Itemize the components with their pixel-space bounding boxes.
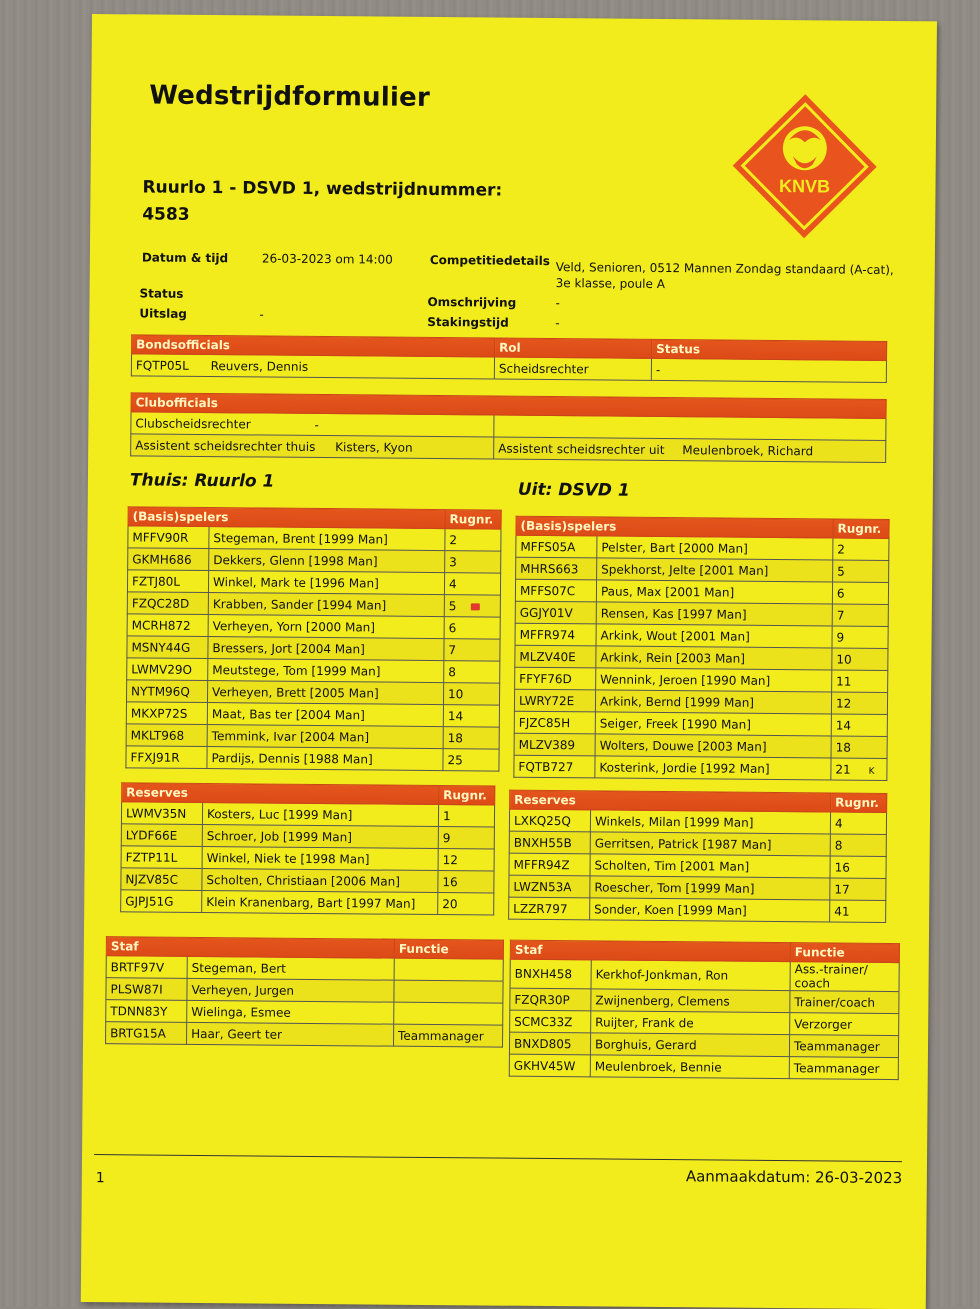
member-code: LWZN53A <box>509 875 590 898</box>
away-reserves-table <box>508 790 887 923</box>
member-code: LWMV29O <box>127 658 208 681</box>
member-name: Verheyen, Yorn [2000 Man] <box>208 615 444 639</box>
member-role <box>394 1002 503 1025</box>
member-role: Teammanager <box>789 1035 898 1058</box>
member-name: Arkink, Bernd [1999 Man] <box>595 690 831 714</box>
member-name: Scholten, Tim [2001 Man] <box>590 854 830 878</box>
member-name: Krabben, Sander [1994 Man] <box>208 593 444 617</box>
shirt-number <box>445 551 501 573</box>
member-code: MFFR974 <box>515 623 596 646</box>
shirt-number-value: 11 <box>836 674 852 689</box>
player-row <box>121 868 494 893</box>
member-code: GKHV45W <box>509 1054 590 1077</box>
player-row <box>127 636 500 661</box>
shirt-number-value: 6 <box>836 586 845 601</box>
member-name: Meutstege, Tom [1999 Man] <box>208 659 444 683</box>
member-name: Borghuis, Gerard <box>590 1033 789 1057</box>
away-staff-table <box>509 940 900 1080</box>
shirt-number-value: 9 <box>836 630 845 645</box>
shirt-number-value: 17 <box>834 882 850 897</box>
player-row <box>127 614 500 639</box>
member-name: Bressers, Jort [2004 Man] <box>208 637 444 661</box>
player-row <box>509 875 886 900</box>
shirt-number <box>445 529 501 551</box>
player-row <box>126 746 499 771</box>
shirt-number <box>444 573 500 595</box>
player-row <box>515 667 888 692</box>
competitie-value-2: 3e klasse, poule A <box>555 276 666 292</box>
home-reserves-table <box>120 782 495 915</box>
shirt-number <box>444 617 500 639</box>
member-name: Wennink, Jeroen [1990 Man] <box>596 668 832 692</box>
player-row <box>121 846 494 871</box>
shirt-number <box>832 626 888 648</box>
shirt-number <box>444 595 500 617</box>
shirt-number <box>832 648 888 670</box>
home-staff-table <box>105 936 504 1047</box>
staking-label: Stakingstijd <box>427 314 509 330</box>
member-name: Rensen, Kas [1997 Man] <box>596 602 832 626</box>
member-name: Winkel, Niek te [1998 Man] <box>202 846 438 870</box>
captain-mark: K <box>868 766 875 777</box>
member-name: Kosters, Luc [1999 Man] <box>202 802 438 826</box>
shirt-number-value: 4 <box>448 576 457 591</box>
member-code: GKMH686 <box>128 548 209 571</box>
member-name: Verheyen, Jurgen <box>187 978 394 1002</box>
player-row <box>514 711 887 736</box>
member-code: BNXH55B <box>509 831 590 854</box>
member-name: Arkink, Rein [2003 Man] <box>596 646 832 670</box>
page-title: Wedstrijdformulier <box>149 80 431 113</box>
uitslag-value: - <box>259 307 264 322</box>
staff-row <box>106 1022 503 1047</box>
away-staff-header: Staf <box>510 940 790 961</box>
member-role: Teammanager <box>394 1024 503 1047</box>
shirt-number-value: 8 <box>448 664 456 679</box>
player-row <box>514 733 887 758</box>
clubofficials-header: Clubofficials <box>131 393 886 419</box>
member-name: Temmink, Ivar [2004 Man] <box>207 725 443 749</box>
shirt-number <box>831 736 887 758</box>
member-code: PLSW87I <box>106 978 187 1001</box>
shirt-number <box>444 661 500 683</box>
shirt-number-value: 1 <box>442 808 451 823</box>
member-code: BRTG15A <box>106 1022 187 1045</box>
member-code: MKLT968 <box>126 724 207 747</box>
shirt-number-value: 41 <box>834 904 850 919</box>
assist-uit-cell <box>494 437 886 462</box>
player-row <box>126 724 499 749</box>
member-code: MFFS07C <box>515 579 596 602</box>
player-row <box>509 853 886 878</box>
shirt-number <box>438 827 494 849</box>
member-code: GGJY01V <box>515 601 596 624</box>
player-row <box>516 557 889 582</box>
shirt-number <box>832 670 888 692</box>
member-code: FZQR30P <box>510 988 591 1011</box>
member-name: Maat, Bas ter [2004 Man] <box>207 703 443 727</box>
member-code: NJZV85C <box>121 868 202 891</box>
player-row <box>121 802 494 827</box>
shirt-number-value: 2 <box>449 532 458 547</box>
player-row <box>126 680 499 705</box>
shirt-number <box>438 849 494 871</box>
home-reserves-rugnr-header: Rugnr. <box>439 786 495 805</box>
member-code: FZTP11L <box>121 846 202 869</box>
member-code: BRTF97V <box>106 956 187 979</box>
member-code: LWMV35N <box>121 802 202 825</box>
shirt-number <box>832 604 888 626</box>
omschrijving-label: Omschrijving <box>427 294 517 310</box>
shirt-number <box>438 893 494 915</box>
member-name: Kerkhof-Jonkman, Ron <box>591 960 790 991</box>
shirt-number-value: 18 <box>835 740 851 755</box>
member-code: BNXH458 <box>510 959 591 989</box>
player-row <box>128 548 501 573</box>
member-name: Pelster, Bart [2000 Man] <box>597 536 833 560</box>
member-code: MCRH872 <box>127 614 208 637</box>
player-row <box>121 824 494 849</box>
shirt-number-value: 25 <box>447 752 463 767</box>
player-row <box>128 526 501 551</box>
member-name: Scholten, Christiaan [2006 Man] <box>202 868 438 892</box>
status-label: Status <box>139 286 184 301</box>
home-players-table <box>125 506 501 771</box>
shirt-number-value: 2 <box>837 542 846 557</box>
member-code: TDNN83Y <box>106 1000 187 1023</box>
member-name: Spekhorst, Jelte [2001 Man] <box>597 558 833 582</box>
member-name: Paus, Max [2001 Man] <box>596 580 832 604</box>
logo-text: KNVB <box>778 176 831 197</box>
member-code: LZZR797 <box>509 897 590 920</box>
clubscheids-label: Clubscheidsrechter <box>135 415 251 431</box>
away-functie-header: Functie <box>790 943 899 963</box>
shirt-number-value: 10 <box>836 652 852 667</box>
shirt-number-value: 18 <box>447 730 464 745</box>
shirt-number <box>831 692 887 714</box>
away-reserves-rugnr-header: Rugnr. <box>831 793 887 812</box>
member-code: MHRS663 <box>516 557 597 580</box>
shirt-number-value: 3 <box>449 554 457 569</box>
player-row <box>509 809 886 834</box>
player-row <box>514 755 887 780</box>
player-row <box>127 592 500 617</box>
away-rugnr-header: Rugnr. <box>833 519 889 538</box>
shirt-number-value: 8 <box>834 838 843 853</box>
home-reserves-header: Reserves <box>122 783 439 805</box>
away-team-title: Uit: DSVD 1 <box>517 479 630 501</box>
member-code: MLZV389 <box>514 733 595 756</box>
member-name: Dekkers, Glenn [1998 Man] <box>209 549 445 573</box>
away-players-header: (Basis)spelers <box>516 516 833 538</box>
member-name: Sonder, Koen [1999 Man] <box>590 898 830 922</box>
bondsofficials-header: Bondsofficials <box>132 335 495 357</box>
official-rol: Scheidsrechter <box>494 357 651 380</box>
shirt-number <box>831 758 887 780</box>
assist-uit-label: Assistent scheidsrechter uit <box>498 441 665 457</box>
member-code: FFXJ91R <box>126 746 207 769</box>
player-row <box>126 702 499 727</box>
shirt-number <box>443 727 499 749</box>
home-functie-header: Functie <box>394 939 503 959</box>
member-code: NYTM96Q <box>126 680 207 703</box>
shirt-number <box>830 812 886 834</box>
shirt-number-value: 5 <box>448 598 457 613</box>
player-row <box>515 601 888 626</box>
member-code: LXKQ25Q <box>509 809 590 832</box>
official-code: FQTP05L <box>135 357 189 373</box>
shirt-number-value: 10 <box>448 686 464 701</box>
member-code: MFFR94Z <box>509 853 590 876</box>
player-row <box>516 535 889 560</box>
shirt-number-value: 5 <box>837 564 845 579</box>
shirt-number-value: 6 <box>448 620 457 635</box>
clubscheids-value: - <box>314 417 319 432</box>
shirt-number-value: 14 <box>447 708 464 723</box>
member-name: Haar, Geert ter <box>187 1022 394 1046</box>
competitie-value-1: Veld, Senioren, 0512 Mannen Zondag standaard (A-cat), <box>555 260 894 278</box>
member-role: Trainer/coach <box>790 991 899 1014</box>
shirt-number <box>444 639 500 661</box>
competitie-label: Competitiedetails <box>429 252 550 269</box>
omschrijving-value: - <box>555 296 560 311</box>
member-name: Verheyen, Brett [2005 Man] <box>207 681 443 705</box>
footer-divider <box>94 1154 902 1162</box>
member-code: MLZV40E <box>515 645 596 668</box>
member-code: FJZC85H <box>514 711 595 734</box>
member-name: Winkel, Mark te [1996 Man] <box>208 571 444 595</box>
shirt-number-value: 7 <box>448 642 457 657</box>
official-cell <box>131 354 494 379</box>
assist-thuis-label: Assistent scheidsrechter thuis <box>135 437 316 454</box>
home-staff-header: Staf <box>106 937 394 959</box>
page-number: 1 <box>95 1170 105 1187</box>
shirt-number-value: 20 <box>442 896 458 911</box>
shirt-number <box>438 805 494 827</box>
knvb-logo-icon <box>728 90 881 243</box>
member-code: FZQC28D <box>127 592 208 615</box>
datum-value: 26-03-2023 om 14:00 <box>261 251 393 267</box>
shirt-number-value: 12 <box>835 696 852 711</box>
member-name: Arkink, Wout [2001 Man] <box>596 624 832 648</box>
shirt-number-value: 4 <box>834 816 843 831</box>
member-name: Stegeman, Bert <box>187 956 394 980</box>
staff-row <box>510 959 899 991</box>
member-name: Klein Kranenbarg, Bart [1997 Man] <box>202 890 438 914</box>
shirt-number <box>830 900 886 922</box>
away-reserves-header: Reserves <box>510 790 831 812</box>
datum-label: Datum & tijd <box>141 250 229 266</box>
member-name: Kosterink, Jordie [1992 Man] <box>595 756 831 780</box>
member-code: LWRY72E <box>514 689 595 712</box>
shirt-number <box>443 683 499 705</box>
status-header: Status <box>652 339 887 360</box>
match-heading: Ruurlo 1 - DSVD 1, wedstrijdnummer: 4583 <box>142 177 503 225</box>
shirt-number <box>830 878 886 900</box>
member-name: Pardijs, Dennis [1988 Man] <box>207 747 443 771</box>
shirt-number <box>438 871 494 893</box>
bondsofficials-table <box>131 334 887 383</box>
member-role <box>394 958 503 981</box>
member-code: FFYF76D <box>515 667 596 690</box>
member-name: Winkels, Milan [1999 Man] <box>590 810 830 834</box>
shirt-number <box>833 538 889 560</box>
player-row <box>515 645 888 670</box>
member-name: Gerritsen, Patrick [1987 Man] <box>590 832 830 856</box>
shirt-number-value: 14 <box>835 718 852 733</box>
member-role: Teammanager <box>789 1057 898 1080</box>
player-row <box>127 658 500 683</box>
clubofficials-table <box>130 392 887 463</box>
shirt-number <box>831 714 887 736</box>
member-code: FZTJ80L <box>127 570 208 593</box>
member-code: GJPJ51G <box>121 890 202 913</box>
staking-value: - <box>555 316 560 331</box>
official-name: Reuvers, Dennis <box>210 358 309 374</box>
player-row <box>509 897 886 922</box>
shirt-number <box>443 705 499 727</box>
official-status: - <box>651 358 886 382</box>
player-row <box>515 579 888 604</box>
member-role: Verzorger <box>790 1013 899 1036</box>
player-row <box>515 623 888 648</box>
shirt-number <box>830 834 886 856</box>
member-name: Seiger, Freek [1990 Man] <box>595 712 831 736</box>
member-code: MSNY44G <box>127 636 208 659</box>
member-name: Wielinga, Esmee <box>187 1000 394 1024</box>
home-team-title: Thuis: Ruurlo 1 <box>129 470 275 492</box>
shirt-number <box>443 749 499 771</box>
assist-uit-value: Meulenbroek, Richard <box>682 442 814 458</box>
member-code: LYDF66E <box>121 824 202 847</box>
member-role <box>394 980 503 1003</box>
player-row <box>509 831 886 856</box>
uitslag-label: Uitslag <box>139 306 187 321</box>
member-code: FQTB727 <box>514 755 595 778</box>
member-name: Zwijnenberg, Clemens <box>591 989 790 1013</box>
shirt-number-value: 16 <box>834 860 850 875</box>
player-row <box>121 890 494 915</box>
home-players-header: (Basis)spelers <box>128 507 445 529</box>
member-code: BNXD805 <box>509 1032 590 1055</box>
home-rugnr-header: Rugnr. <box>445 510 501 529</box>
member-name: Wolters, Douwe [2003 Man] <box>595 734 831 758</box>
player-row <box>514 689 887 714</box>
staff-row <box>509 1054 898 1079</box>
shirt-number-value: 9 <box>442 830 451 845</box>
player-row <box>127 570 500 595</box>
member-name: Ruijter, Frank de <box>591 1011 790 1035</box>
member-code: SCMC33Z <box>510 1010 591 1033</box>
shirt-number-value: 21 <box>835 762 851 777</box>
shirt-number-value: 7 <box>836 608 845 623</box>
member-name: Schroer, Job [1999 Man] <box>202 824 438 848</box>
away-players-table <box>513 516 889 781</box>
shirt-number-value: 16 <box>442 874 458 889</box>
assist-thuis-cell <box>131 434 494 459</box>
member-name: Stegeman, Brent [1999 Man] <box>209 527 445 551</box>
member-code: MFFS05A <box>516 535 597 558</box>
member-code: MKXP72S <box>126 702 207 725</box>
shirt-number <box>830 856 886 878</box>
clubscheids-cell <box>131 412 494 437</box>
card-icon <box>470 603 479 610</box>
shirt-number <box>833 560 889 582</box>
shirt-number-value: 12 <box>442 852 458 867</box>
match-form-sheet <box>81 14 937 1309</box>
shirt-number <box>832 582 888 604</box>
created-date: Aanmaakdatum: 26-03-2023 <box>685 1167 903 1188</box>
member-name: Meulenbroek, Bennie <box>590 1055 789 1079</box>
member-role: Ass.-trainer/ coach <box>790 962 899 992</box>
member-code: MFFV90R <box>128 526 209 549</box>
member-name: Roescher, Tom [1999 Man] <box>590 876 830 900</box>
rol-header: Rol <box>495 338 652 358</box>
assist-thuis-value: Kisters, Kyon <box>335 439 413 455</box>
